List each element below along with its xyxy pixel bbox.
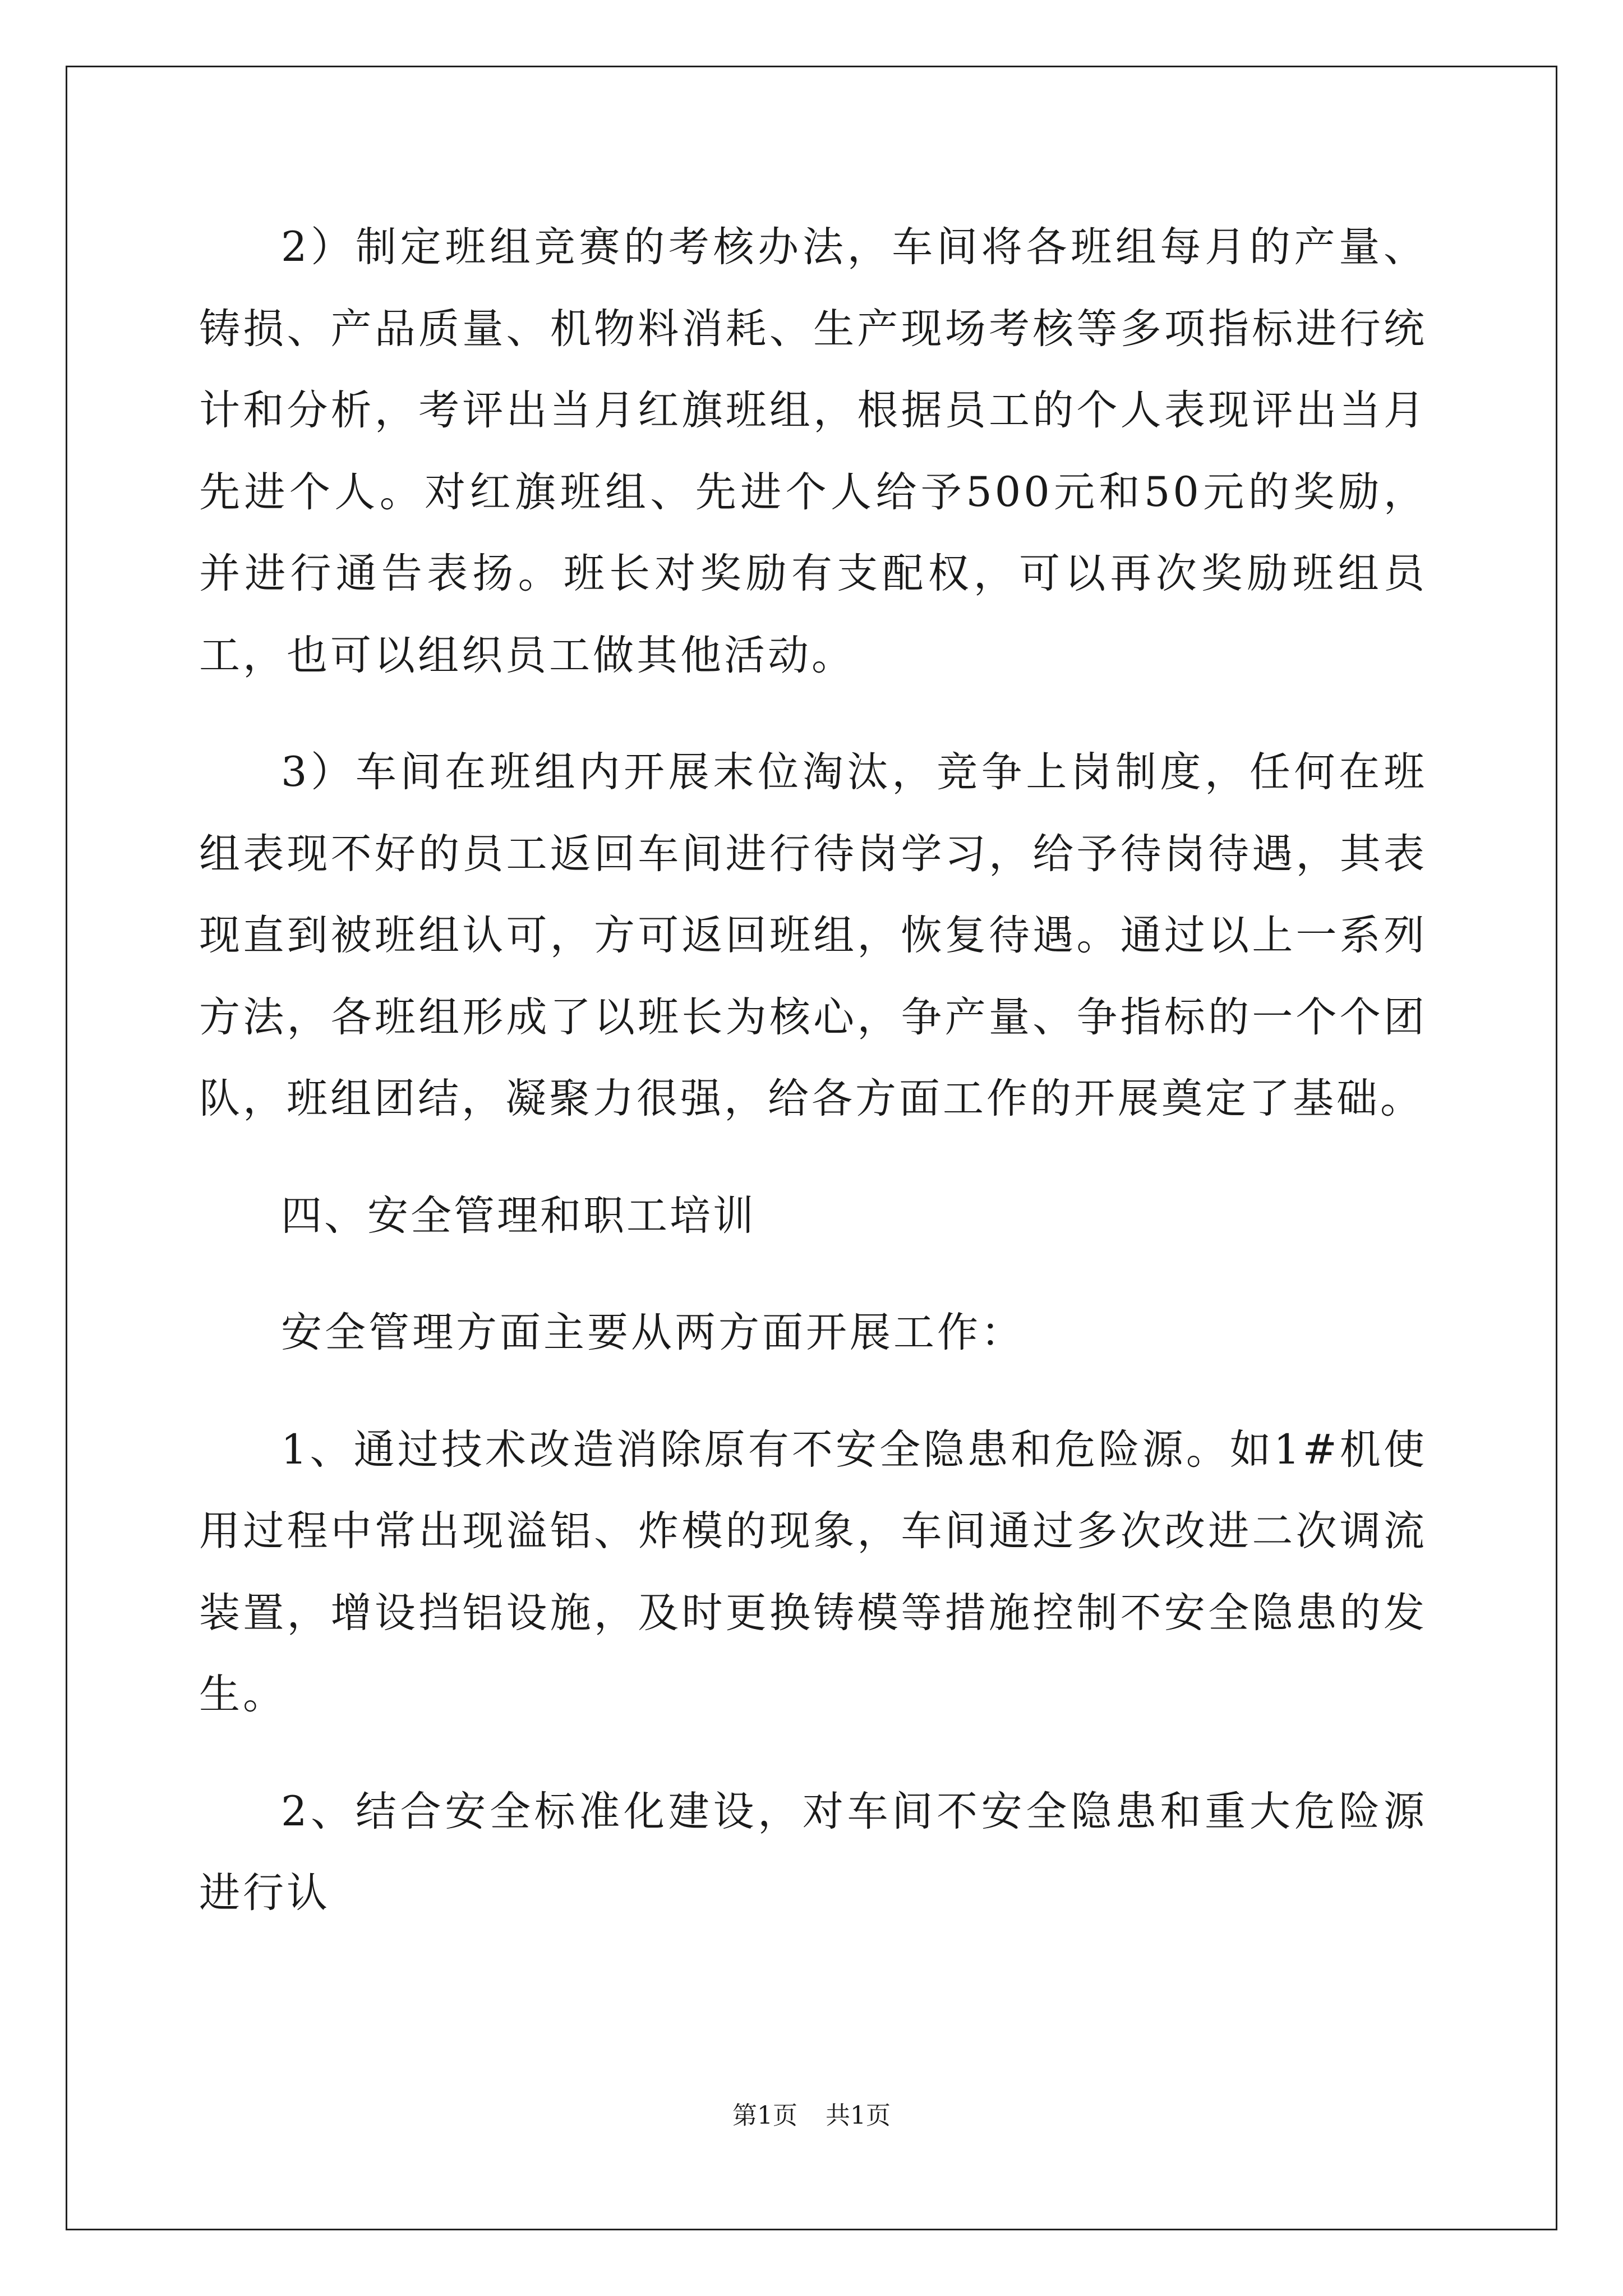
paragraph-competition-assessment: 2）制定班组竞赛的考核办法，车间将各班组每月的产量、铸损、产品质量、机物料消耗、生产现场考核等多项指标进行统计和分析，考评出当月红旗班组，根据员工的个人表现评出当月先进个人。对红旗班组、先进个人给予500元和50元的奖励，并进行通告表扬。班长对奖励有支配权，可以再次奖励班组员工，也可以组织员工做其他活动。 bbox=[199, 223, 1427, 679]
page-footer bbox=[0, 2099, 1623, 2133]
paragraph-technical-renovation: 1、通过技术改造消除原有不安全隐患和危险源。如1#机使用过程中常出现溢铝、炸模的现象，车间通过多次改进二次调流装置，增设挡铝设施，及时更换铸模等措施控制不安全隐患的发生。 bbox=[199, 1425, 1427, 1718]
section-heading-safety-training: 四、安全管理和职工培训 bbox=[281, 1191, 756, 1240]
page-total: 共1页 bbox=[826, 2101, 891, 2130]
page-number: 第1页 bbox=[732, 2101, 797, 2130]
paragraph-elimination-system: 3）车间在班组内开展末位淘汰，竞争上岗制度，任何在班组表现不好的员工返回车间进行待岗学习，给予待岗待遇，其表现直到被班组认可，方可返回班组，恢复待遇。通过以上一系列方法，各班组形成了以班长为核心，争产量、争指标的一个个团队，班组团结，凝聚力很强，给各方面工作的开展奠定了基础。 bbox=[199, 748, 1427, 1122]
document-body bbox=[199, 206, 1427, 1970]
paragraph-safety-standardization: 2、结合安全标准化建设，对车间不安全隐患和重大危险源进行认 bbox=[199, 1787, 1427, 1917]
paragraph-safety-intro: 安全管理方面主要从两方面开展工作： bbox=[281, 1309, 1025, 1356]
